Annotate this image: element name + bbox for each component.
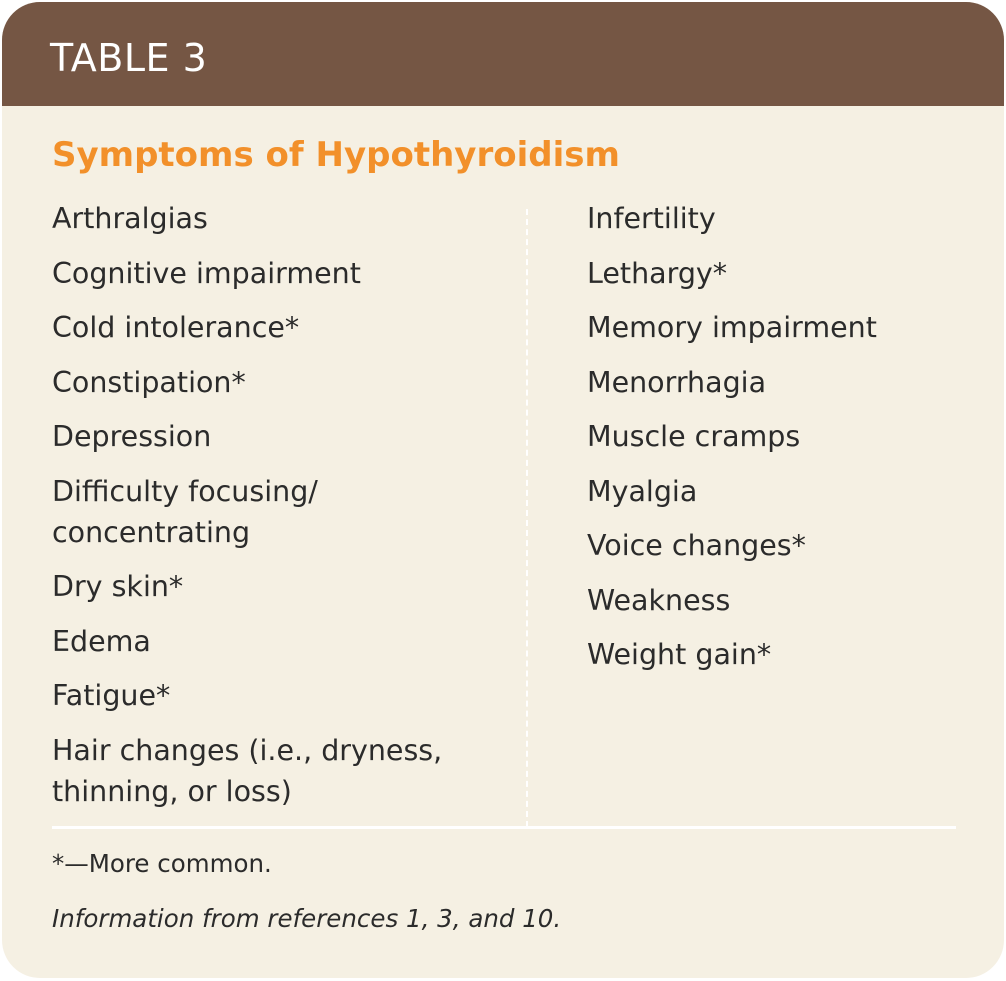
symptom-item — [52, 253, 517, 294]
symptom-text: Dry skin* — [52, 570, 184, 603]
footnote: *—More common. — [52, 849, 272, 878]
symptom-text: Edema — [52, 624, 151, 658]
symptom-item — [52, 675, 517, 716]
table-title: Symptoms of Hypothyroidism — [52, 135, 620, 175]
symptom-text: Weight gain* — [587, 638, 772, 671]
symptom-text: Muscle cramps — [587, 420, 801, 453]
table-header-bar — [2, 2, 1004, 106]
symptom-text: Constipation* — [52, 365, 246, 399]
symptom-item — [52, 307, 517, 348]
symptom-text: Menorrhagia — [587, 365, 767, 399]
symptom-text: Depression — [52, 420, 212, 453]
source-note: Information from references 1, 3, and 10. — [52, 904, 562, 933]
symptom-text: Myalgia — [587, 474, 698, 508]
symptom-item — [587, 253, 987, 294]
symptom-list-left — [52, 198, 517, 825]
symptom-item — [52, 198, 517, 239]
symptom-item — [52, 730, 517, 812]
column-divider — [526, 209, 528, 827]
symptom-text: Lethargy* — [587, 256, 728, 290]
footer-divider — [52, 826, 956, 829]
symptom-item — [52, 566, 517, 607]
symptom-text: Fatigue* — [52, 679, 171, 712]
symptom-item — [587, 416, 987, 457]
symptom-item — [52, 416, 517, 457]
symptom-item — [587, 307, 987, 348]
symptom-text: Cognitive impairment — [52, 256, 361, 290]
symptom-item — [52, 621, 517, 662]
symptom-item — [587, 471, 987, 512]
symptom-text: Voice changes* — [587, 529, 806, 562]
symptom-item — [587, 525, 987, 566]
symptom-text: Infertility — [587, 202, 716, 235]
symptom-item — [587, 580, 987, 621]
symptom-list-right — [587, 198, 987, 689]
symptom-item — [587, 198, 987, 239]
table-label: TABLE 3 — [50, 36, 208, 80]
symptom-text: Difficulty focusing/ — [52, 474, 318, 508]
symptom-item — [52, 471, 517, 553]
symptom-text: Weakness — [587, 583, 731, 617]
symptom-text: thinning, or loss) — [52, 774, 292, 808]
symptom-text: Arthralgias — [52, 202, 208, 235]
symptom-item — [52, 362, 517, 403]
symptom-text: concentrating — [52, 515, 251, 549]
symptom-text: Hair changes (i.e., dryness, — [52, 733, 443, 767]
symptom-text: Memory impairment — [587, 311, 877, 344]
symptom-item — [587, 362, 987, 403]
symptom-item — [587, 634, 987, 675]
symptom-text: Cold intolerance* — [52, 311, 300, 344]
table-card — [2, 2, 1004, 978]
